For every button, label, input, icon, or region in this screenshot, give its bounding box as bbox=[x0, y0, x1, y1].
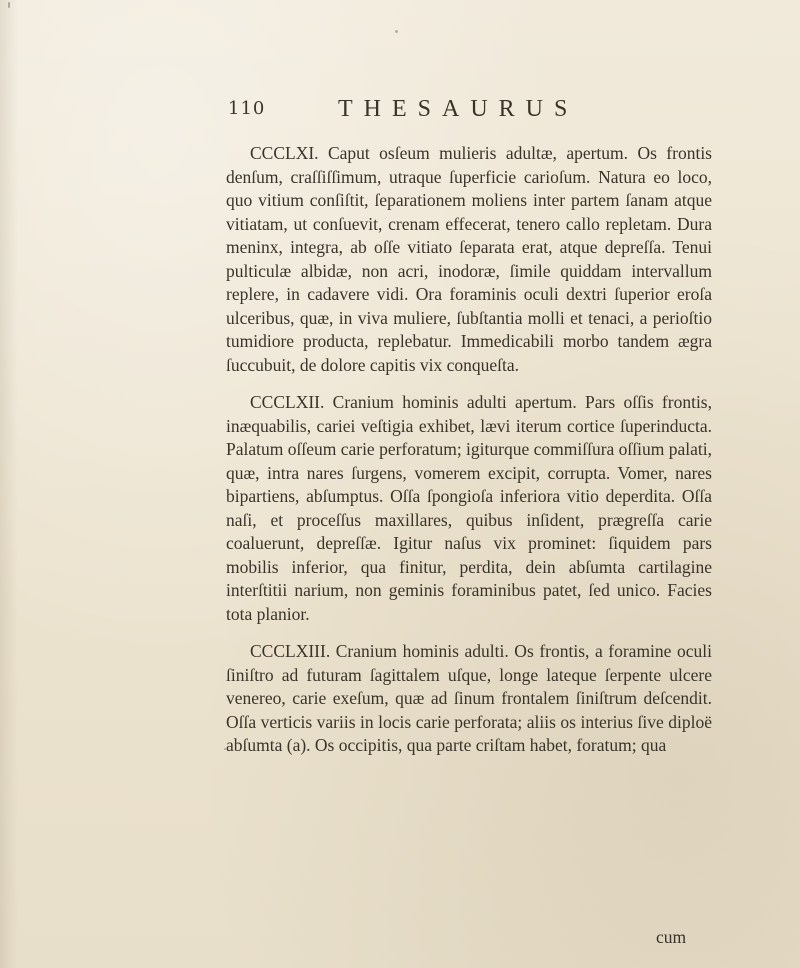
paper-speck bbox=[8, 2, 10, 8]
running-head: THESAURUS bbox=[338, 96, 579, 122]
catchword: cum bbox=[656, 927, 687, 947]
paragraph-ccclxiii: CCCLXIII. Cranium hominis adulti. Os frontis, a foramine oculi ſiniſtro ad futuram ſagittalem uſque, longe lateque ſerpente ulcere venereo, carie exeſum, quæ ad ſinum frontalem ſiniſtrum deſcendit. Oſſa verticis variis in locis carie perforata; aliis os interius ſive diploë abſumta (a). Os occipitis, qua parte criſtam habet, foratum; qua bbox=[226, 641, 712, 755]
text-body bbox=[226, 142, 712, 758]
paper-speck bbox=[224, 748, 226, 750]
paper-speck bbox=[395, 30, 398, 33]
binding-shadow bbox=[0, 0, 18, 968]
page-number: 110 bbox=[228, 98, 266, 119]
paragraph-ccclxii: CCCLXII. Cranium hominis adulti apertum. Pars oſſis frontis, inæquabilis, cariei veſtigia exhibet, lævi iterum cortice ſuperinducta. Palatum oſſeum carie perforatum; igiturque commiſſura oſſium palati, quæ, intra nares ſurgens, vomerem excipit, corrupta. Vomer, nares bipartiens, abſumptus. Oſſa ſpongioſa inferiora vitio deperdita. Oſſa naſi, et proceſſus maxillares, quibus inſident, prægreſſa carie coaluerunt, depreſſæ. Igitur naſus vix prominet: ſiquidem pars mobilis inferior, qua finitur, perdita, dein abſumta cartilagine interſtitii narium, non geminis foraminibus patet, ſed unico. Facies tota planior. bbox=[226, 392, 712, 624]
page-header bbox=[228, 96, 688, 126]
paragraph-ccclxi: CCCLXI. Caput osſeum mulieris adultæ, apertum. Os frontis denſum, craſſiſſimum, utraque ſuperficie carioſum. Natura eo loco, quo vitium conſiſtit, ſeparationem moliens inter partem ſanam atque vitiatam, ut conſuevit, crenam effecerat, tenero callo repletam. Dura meninx, integra, ab oſſe vitiato ſeparata erat, atque depreſſa. Tenui pulticulæ albidæ, non acri, inodoræ, ſimile quiddam intervallum replere, in cadavere vidi. Ora foraminis oculi dextri ſuperior eroſa ulceribus, quæ, in viva muliere, ſubſtantia molli et tenaci, a perioſtio tumidiore producta, replebatur. Immedicabili morbo tandem ægra ſuccubuit, de dolore capitis vix conqueſta. bbox=[226, 143, 712, 375]
